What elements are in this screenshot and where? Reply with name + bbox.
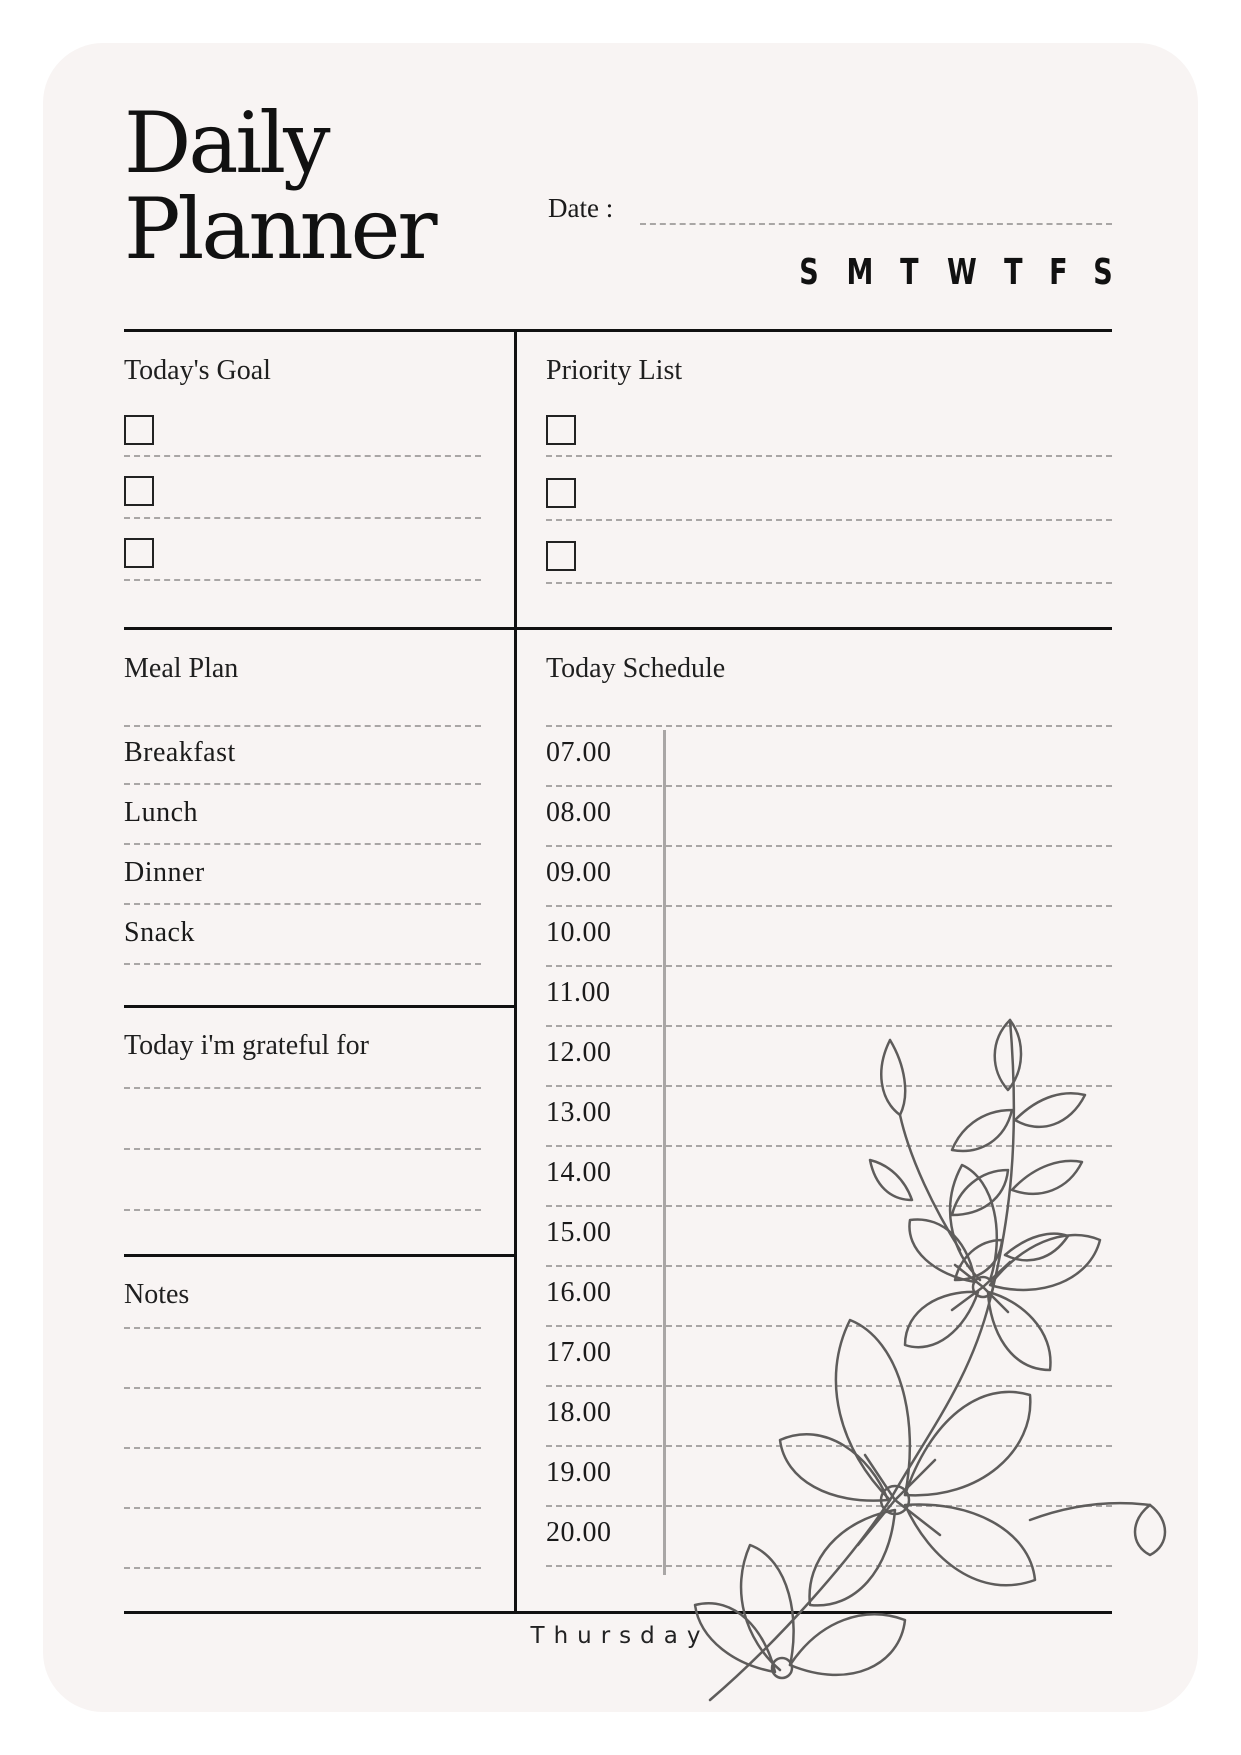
schedule-time: 07.00 bbox=[546, 737, 612, 768]
weekday-sunday[interactable]: S bbox=[799, 252, 819, 293]
schedule-time: 09.00 bbox=[546, 857, 612, 888]
schedule-time: 17.00 bbox=[546, 1337, 612, 1368]
middle-divider bbox=[124, 627, 1112, 630]
schedule-time: 20.00 bbox=[546, 1517, 612, 1548]
schedule-time: 18.00 bbox=[546, 1397, 612, 1428]
goal-checkbox-3[interactable] bbox=[124, 538, 154, 568]
meal-dinner-line[interactable] bbox=[124, 903, 481, 905]
schedule-time: 14.00 bbox=[546, 1157, 612, 1188]
weekday-friday[interactable]: F bbox=[1048, 252, 1068, 293]
schedule-time: 15.00 bbox=[546, 1217, 612, 1248]
goal-checkbox-1[interactable] bbox=[124, 415, 154, 445]
schedule-time: 12.00 bbox=[546, 1037, 612, 1068]
meal-section-title: Meal Plan bbox=[124, 653, 239, 684]
weekday-tuesday[interactable]: T bbox=[900, 252, 919, 293]
grateful-line-2[interactable] bbox=[124, 1148, 481, 1150]
notes-line-2[interactable] bbox=[124, 1387, 481, 1389]
weekday-monday[interactable]: M bbox=[846, 252, 874, 293]
schedule-time-divider bbox=[663, 730, 666, 1575]
notes-line-3[interactable] bbox=[124, 1447, 481, 1449]
date-field[interactable] bbox=[640, 223, 1112, 225]
meal-breakfast-line[interactable] bbox=[124, 783, 481, 785]
schedule-slot-line[interactable] bbox=[546, 905, 1112, 907]
title-line-daily: Daily bbox=[124, 94, 328, 192]
meal-lunch-label: Lunch bbox=[124, 797, 199, 828]
grateful-line-3[interactable] bbox=[124, 1209, 481, 1211]
schedule-slot-line[interactable] bbox=[546, 785, 1112, 787]
title-line-planner: Planner bbox=[124, 180, 435, 278]
schedule-time: 16.00 bbox=[546, 1277, 612, 1308]
goal-section-title: Today's Goal bbox=[124, 355, 271, 386]
priority-section-title: Priority List bbox=[546, 355, 683, 386]
priority-line-2[interactable] bbox=[546, 519, 1112, 521]
column-divider bbox=[514, 329, 517, 1612]
meal-snack-line[interactable] bbox=[124, 963, 481, 965]
notes-divider bbox=[124, 1254, 515, 1257]
schedule-time: 08.00 bbox=[546, 797, 612, 828]
date-label: Date : bbox=[548, 193, 614, 223]
schedule-line-top bbox=[546, 725, 1112, 727]
schedule-slot-line[interactable] bbox=[546, 965, 1112, 967]
meal-lunch-line[interactable] bbox=[124, 843, 481, 845]
grateful-section-title: Today i'm grateful for bbox=[124, 1030, 369, 1061]
top-divider bbox=[124, 329, 1112, 332]
weekday-selector bbox=[796, 252, 1116, 293]
notes-line-5[interactable] bbox=[124, 1567, 481, 1569]
meal-line-top bbox=[124, 725, 481, 727]
grateful-line-1[interactable] bbox=[124, 1087, 481, 1089]
weekday-saturday[interactable]: S bbox=[1093, 252, 1113, 293]
priority-line-3[interactable] bbox=[546, 582, 1112, 584]
meal-dinner-label: Dinner bbox=[124, 857, 205, 888]
goal-line-3[interactable] bbox=[124, 579, 481, 581]
schedule-time: 11.00 bbox=[546, 977, 611, 1008]
priority-checkbox-1[interactable] bbox=[546, 415, 576, 445]
notes-section-title: Notes bbox=[124, 1279, 190, 1310]
schedule-slot-line[interactable] bbox=[546, 845, 1112, 847]
schedule-time: 10.00 bbox=[546, 917, 612, 948]
page-title bbox=[124, 94, 435, 278]
weekday-wednesday[interactable]: W bbox=[946, 252, 977, 293]
footer-day-label: Thursday bbox=[530, 1623, 710, 1649]
priority-checkbox-3[interactable] bbox=[546, 541, 576, 571]
weekday-thursday[interactable]: T bbox=[1004, 252, 1023, 293]
goal-line-1[interactable] bbox=[124, 455, 481, 457]
notes-line-4[interactable] bbox=[124, 1507, 481, 1509]
meal-snack-label: Snack bbox=[124, 917, 195, 948]
schedule-section-title: Today Schedule bbox=[546, 653, 726, 684]
notes-line-1[interactable] bbox=[124, 1327, 481, 1329]
priority-line-1[interactable] bbox=[546, 455, 1112, 457]
floral-decoration-icon bbox=[690, 1000, 1210, 1720]
schedule-time: 19.00 bbox=[546, 1457, 612, 1488]
schedule-time: 13.00 bbox=[546, 1097, 612, 1128]
goal-checkbox-2[interactable] bbox=[124, 476, 154, 506]
meal-breakfast-label: Breakfast bbox=[124, 737, 236, 768]
goal-line-2[interactable] bbox=[124, 517, 481, 519]
priority-checkbox-2[interactable] bbox=[546, 478, 576, 508]
grateful-divider bbox=[124, 1005, 515, 1008]
